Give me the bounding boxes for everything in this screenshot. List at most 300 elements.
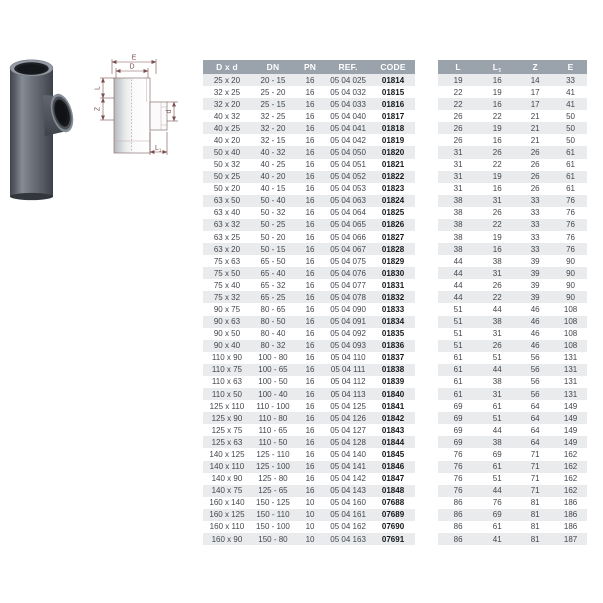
table-cell: 01823 [381,184,405,194]
table-row [438,448,587,460]
table-cell: 05 04 042 [330,135,366,145]
table-cell: 22 [492,111,502,121]
table-cell: 05 04 064 [330,208,366,218]
table-cell: 38 [453,232,463,242]
table-cell: 76 [566,196,576,206]
table-row [203,159,415,171]
table-cell: 51 [453,305,463,315]
table-cell: 01840 [381,389,405,399]
table-cell: 16 [305,99,315,109]
table-cell: 01824 [381,196,405,206]
table-cell: 75 x 32 [213,292,241,302]
table-cell: 31 [492,268,502,278]
table-cell: 76 [566,208,576,218]
table-cell: 149 [563,401,578,411]
table-cell: 44 [492,305,502,315]
table-cell: 76 [453,449,463,459]
table-cell: 22 [453,99,463,109]
table-cell: 05 04 113 [330,389,366,399]
table-cell: 16 [305,111,315,121]
dim-label-Z: Z [94,106,102,112]
table-cell: 76 [566,220,576,230]
table-cell: 01820 [381,148,405,157]
table-cell: 01819 [381,135,405,145]
table-cell: 61 [492,462,502,472]
table-cell: 01847 [381,474,405,484]
table-cell: 01831 [381,280,405,290]
table-cell: 44 [492,365,502,375]
table-cell: 100 - 50 [258,377,288,387]
table-cell: 90 [566,280,576,290]
table-row [438,146,587,158]
table-cell: 39 [530,292,540,302]
table-cell: 05 04 143 [330,486,366,496]
table-row [438,521,587,533]
table-cell: 131 [563,353,578,363]
table-cell: 16 [492,244,502,254]
table-cell: 01818 [381,123,405,133]
table-cell: 01843 [381,425,405,435]
table-cell: 31 [492,329,502,339]
column-header: D x d [216,62,238,72]
table-row [438,291,587,303]
table-cell: 56 [530,389,540,399]
table-cell: 56 [530,377,540,387]
table-cell: 140 x 110 [209,462,245,472]
table-cell: 16 [305,401,315,411]
table-cell: 131 [563,377,578,387]
table-cell: 05 04 161 [330,510,366,520]
table-cell: 05 04 110 [330,353,366,363]
table-row [203,497,415,509]
table-cell: 05 04 111 [330,365,366,375]
table-cell: 38 [453,244,463,254]
table-cell: 31 [492,389,502,399]
table-row [438,171,587,183]
table-cell: 63 x 32 [213,220,241,230]
table-cell: 05 04 078 [330,292,366,302]
table-cell: 10 [305,498,315,508]
table-cell: 64 [530,413,540,423]
table-cell: 69 [492,449,502,459]
table-cell: 16 [305,305,315,315]
table-cell: 39 [530,280,540,290]
table-cell: 41 [566,99,576,109]
table-cell: 150 - 125 [256,498,290,508]
table-cell: 90 x 50 [213,329,241,339]
table-cell: 01821 [381,160,405,170]
table-cell: 186 [563,522,578,532]
table-cell: 22 [453,87,463,97]
table-cell: 33 [530,232,540,242]
table-row [438,159,587,171]
table-cell: 80 - 40 [260,329,286,339]
table-row [203,74,415,86]
table-cell: 75 x 63 [213,256,241,266]
table-cell: 16 [305,341,315,351]
table-cell: 160 x 140 [209,498,245,508]
table-cell: 01826 [381,220,405,230]
table-cell: 125 x 75 [211,425,243,435]
table-cell: 108 [563,341,578,351]
table-row [203,98,415,110]
table-cell: 05 04 112 [330,377,366,387]
table-cell: 76 [566,232,576,242]
table-cell: 80 - 65 [260,305,286,315]
table-cell: 110 x 90 [211,353,242,363]
table-cell: 26 [492,148,502,157]
table-row [203,195,415,207]
table-cell: 07688 [381,498,405,508]
table-cell: 160 x 110 [209,522,245,532]
table-cell: 140 x 75 [211,486,243,496]
table-cell: 50 x 25 [213,172,241,182]
table-cell: 16 [305,413,315,423]
table-row [203,473,415,485]
table-cell: 160 x 125 [209,510,245,520]
table-cell: 63 x 20 [213,244,241,254]
table-cell: 50 - 32 [260,208,286,218]
table-row [438,243,587,255]
table-row [203,255,415,267]
table-cell: 05 04 093 [330,341,366,351]
table-cell: 26 [530,184,540,194]
table-cell: 26 [530,172,540,182]
table-row [203,352,415,364]
table-cell: 22 [492,160,502,170]
table-row [438,303,587,315]
table-cell: 05 04 162 [330,522,366,532]
table-cell: 16 [305,220,315,230]
table-cell: 16 [305,196,315,206]
specs-table-rows [203,74,415,545]
table-cell: 149 [563,425,578,435]
table-cell: 01829 [381,256,405,266]
table-cell: 05 04 142 [330,474,366,484]
table-cell: 50 x 40 [213,148,241,157]
table-cell: 44 [492,486,502,496]
table-cell: 05 04 051 [330,160,366,170]
table-cell: 186 [563,498,578,508]
table-cell: 05 04 160 [330,498,366,508]
table-cell: 50 - 20 [260,232,286,242]
table-cell: 51 [492,353,502,363]
table-row [438,267,587,279]
table-cell: 90 [566,268,576,278]
table-row [203,448,415,460]
table-row [438,473,587,485]
table-cell: 22 [492,220,502,230]
table-cell: 16 [305,280,315,290]
table-cell: 108 [563,317,578,327]
table-cell: 05 04 076 [330,268,366,278]
table-cell: 05 04 040 [330,111,366,121]
table-cell: 75 x 50 [213,268,241,278]
table-cell: 26 [453,135,463,145]
table-row [438,340,587,352]
table-cell: 33 [530,196,540,206]
tee-bottom-cap [10,193,53,200]
table-cell: 75 x 40 [213,280,241,290]
table-cell: 90 x 75 [213,305,241,315]
table-cell: 16 [492,184,502,194]
table-cell: 125 - 65 [258,486,288,496]
table-cell: 16 [305,123,315,133]
table-cell: 46 [530,341,540,351]
table-cell: 149 [563,413,578,423]
table-row [203,243,415,255]
table-cell: 05 04 077 [330,280,366,290]
table-cell: 32 x 25 [213,87,241,97]
table-cell: 05 04 092 [330,329,366,339]
table-cell: 40 - 25 [260,160,286,170]
column-header: REF. [338,62,358,72]
table-cell: 38 [492,377,502,387]
table-row [438,122,587,134]
table-cell: 16 [305,256,315,266]
table-row [203,219,415,231]
table-cell: 63 x 50 [213,196,241,206]
table-cell: 40 x 25 [213,123,241,133]
table-cell: 32 x 20 [213,99,241,109]
table-cell: 26 [492,341,502,351]
table-row [438,255,587,267]
table-cell: 46 [530,317,540,327]
table-cell: 100 - 80 [258,353,288,363]
table-cell: 50 [566,111,576,121]
table-cell: 33 [530,208,540,218]
table-row [203,364,415,376]
table-cell: 16 [305,208,315,218]
table-cell: 90 [566,256,576,266]
table-cell: 51 [453,341,463,351]
table-cell: 26 [492,280,502,290]
table-cell: 16 [305,486,315,496]
table-cell: 05 04 140 [330,449,366,459]
table-cell: 41 [492,534,502,544]
specs-table-header [203,60,415,74]
table-cell: 86 [453,510,463,520]
table-cell: 44 [453,280,463,290]
table-cell: 16 [305,148,315,157]
table-cell: 40 x 32 [213,111,241,121]
table-cell: 01834 [381,317,405,327]
table-cell: 61 [492,401,502,411]
diagram-body [114,78,150,153]
table-row [438,231,587,243]
dimension-diagram [95,55,179,156]
table-cell: 05 04 128 [330,437,366,447]
table-cell: 100 - 65 [258,365,288,375]
table-cell: 19 [492,172,502,182]
table-cell: 162 [563,462,578,472]
table-cell: 16 [305,244,315,254]
table-cell: 19 [492,123,502,133]
table-row [438,328,587,340]
table-cell: 81 [530,510,540,520]
table-cell: 71 [530,449,540,459]
table-row [438,388,587,400]
table-cell: 40 - 20 [260,172,286,182]
table-row [438,74,587,86]
table-cell: 110 x 50 [211,389,242,399]
table-cell: 61 [566,160,576,170]
table-cell: 05 04 050 [330,148,366,157]
table-row [438,279,587,291]
table-cell: 80 - 50 [260,317,286,327]
table-cell: 125 - 110 [256,449,290,459]
table-cell: 01839 [381,377,405,387]
table-cell: 108 [563,305,578,315]
table-cell: 38 [453,196,463,206]
table-cell: 110 - 80 [258,413,288,423]
table-cell: 69 [453,413,463,423]
table-row [438,461,587,473]
table-cell: 32 - 15 [260,135,286,145]
table-cell: 38 [492,437,502,447]
table-row [203,86,415,98]
table-row [438,436,587,448]
table-cell: 39 [530,268,540,278]
table-cell: 110 x 63 [211,377,242,387]
table-cell: 61 [492,522,502,532]
table-cell: 69 [453,425,463,435]
table-cell: 56 [530,353,540,363]
table-cell: 81 [530,498,540,508]
table-cell: 25 x 20 [213,75,241,85]
table-cell: 61 [566,184,576,194]
table-cell: 05 04 053 [330,184,366,194]
tee-top-bore [18,64,46,74]
column-header: PN [303,62,317,72]
table-row [203,509,415,521]
table-cell: 80 - 32 [260,341,286,351]
table-cell: 44 [453,292,463,302]
column-header: CODE [380,62,406,72]
table-cell: 40 - 32 [260,148,286,157]
table-cell: 25 - 20 [260,87,286,97]
table-cell: 108 [563,329,578,339]
table-cell: 26 [453,111,463,121]
table-cell: 05 04 032 [330,87,366,97]
table-row [203,316,415,328]
table-cell: 05 04 127 [330,425,366,435]
table-row [203,485,415,497]
table-cell: 40 x 20 [213,135,241,145]
table-row [438,533,587,545]
table-cell: 16 [305,449,315,459]
column-header: $L_1$ [492,62,502,72]
table-cell: 17 [530,99,540,109]
table-cell: 125 x 90 [211,413,243,423]
table-cell: 40 - 15 [260,184,286,194]
table-row [203,146,415,158]
table-cell: 56 [530,365,540,375]
table-cell: 125 - 100 [256,462,290,472]
dim-label-d: d [165,109,173,114]
table-cell: 63 x 25 [213,232,241,242]
table-cell: 162 [563,474,578,484]
table-cell: 22 [492,292,502,302]
table-cell: 01838 [381,365,405,375]
table-cell: 16 [305,160,315,170]
table-row [438,497,587,509]
table-cell: 69 [492,510,502,520]
table-row [438,352,587,364]
table-cell: 38 [492,317,502,327]
table-cell: 01822 [381,172,405,182]
table-row [438,219,587,231]
table-cell: 01837 [381,353,405,363]
specs-table [203,60,415,545]
table-row [203,303,415,315]
table-cell: 46 [530,305,540,315]
table-cell: 05 04 025 [330,75,366,85]
column-header: E [567,62,574,72]
table-row [203,388,415,400]
table-cell: 149 [563,437,578,447]
table-row [203,134,415,146]
table-cell: 65 - 25 [260,292,286,302]
table-cell: 31 [492,196,502,206]
table-cell: 50 [566,135,576,145]
table-cell: 125 x 63 [211,437,243,447]
table-row [438,316,587,328]
table-cell: 16 [305,462,315,472]
table-cell: 26 [453,123,463,133]
table-cell: 50 - 15 [260,244,286,254]
table-cell: 61 [453,365,463,375]
table-cell: 50 - 25 [260,220,286,230]
table-cell: 21 [530,123,540,133]
table-cell: 05 04 065 [330,220,366,230]
table-cell: 16 [305,75,315,85]
table-row [438,364,587,376]
table-cell: 01833 [381,305,405,315]
table-cell: 71 [530,486,540,496]
table-cell: 61 [566,172,576,182]
table-row [438,376,587,388]
table-cell: 16 [305,425,315,435]
table-cell: 64 [530,437,540,447]
table-cell: 01816 [381,99,405,109]
table-cell: 10 [305,534,315,544]
table-cell: 21 [530,111,540,121]
table-row [203,231,415,243]
table-cell: 01827 [381,232,405,242]
table-cell: 05 04 063 [330,196,366,206]
table-cell: 01835 [381,329,405,339]
table-cell: 10 [305,510,315,520]
table-cell: 01836 [381,341,405,351]
table-cell: 61 [453,353,463,363]
table-cell: 33 [566,75,576,85]
table-cell: 65 - 40 [260,268,286,278]
column-header: DN [266,62,280,72]
table-cell: 69 [453,437,463,447]
table-cell: 140 x 90 [211,474,243,484]
table-cell: 07690 [381,522,405,532]
table-cell: 33 [530,244,540,254]
dim-label-L: L [94,86,102,90]
table-cell: 140 x 125 [209,449,245,459]
table-row [438,412,587,424]
table-cell: 26 [530,148,540,157]
table-cell: 16 [305,135,315,145]
table-cell: 38 [453,220,463,230]
table-row [438,195,587,207]
table-cell: 86 [453,522,463,532]
